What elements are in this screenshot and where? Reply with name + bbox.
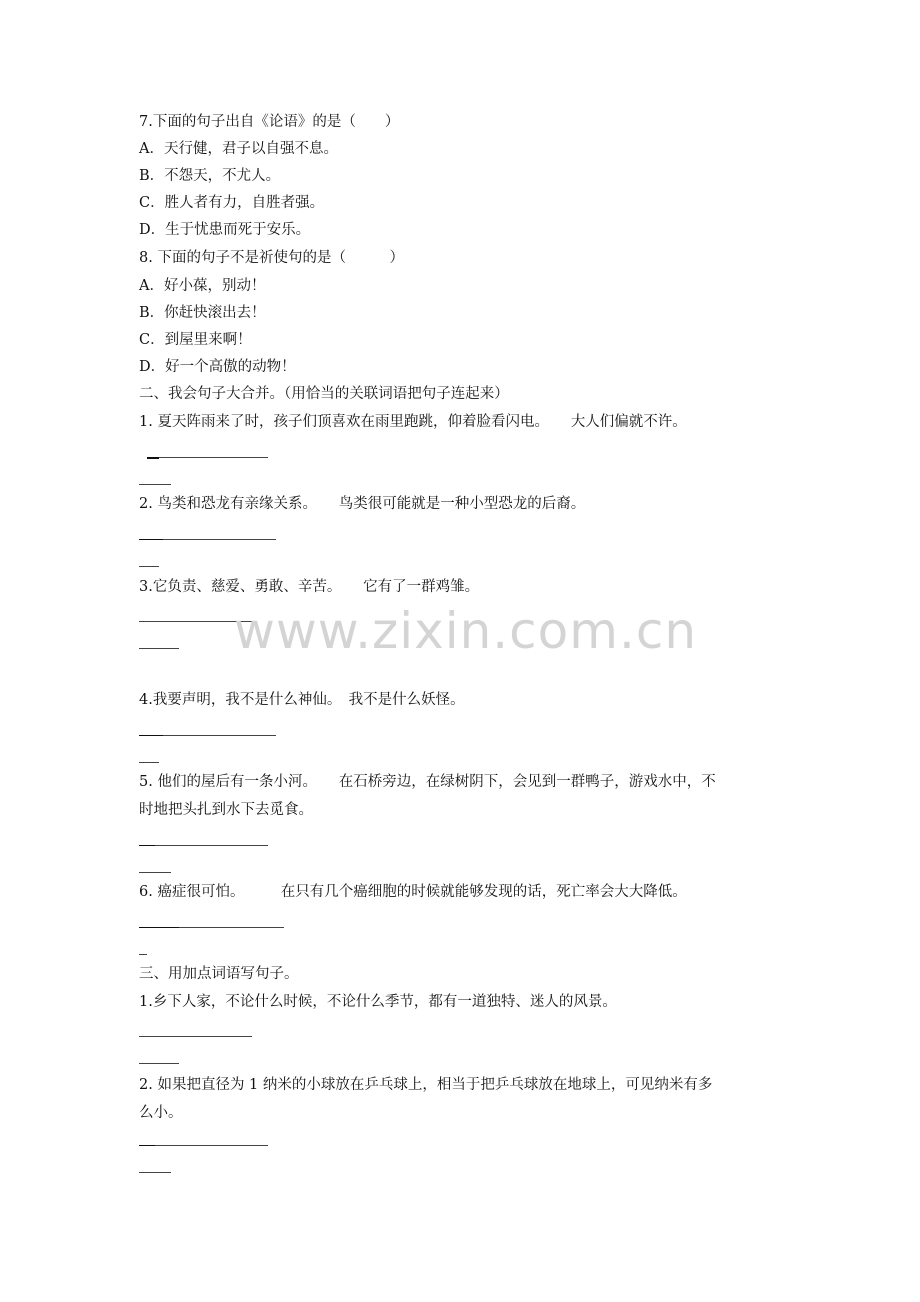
answer-blank	[139, 1172, 171, 1173]
answer-blank	[139, 735, 163, 736]
section2-item-3: 3.它负责、慈爱、勇敢、辛苦。 它有了一群鸡雏。	[139, 579, 480, 595]
answer-blank	[139, 648, 179, 649]
answer-blank	[139, 927, 179, 928]
section3-item-1: 1.乡下人家，不论什么时候，不论什么季节，都有一道独特、迷人的风景。	[139, 994, 617, 1010]
section2-item-6: 6. 癌症很可怕。 在只有几个癌细胞的时候就能够发现的话，死亡率会大大降低。	[139, 884, 687, 900]
answer-blank	[139, 1036, 252, 1037]
section3-heading: 三、用加点词语写句子。	[139, 966, 299, 982]
answer-blank	[139, 1063, 179, 1064]
answer-blank	[139, 539, 163, 540]
answer-blank	[139, 484, 171, 485]
section2-item-5: 5. 他们的屋后有一条小河。 在石桥旁边，在绿树阴下，会见到一群鸭子，游戏水中，不	[139, 774, 716, 790]
answer-blank	[179, 927, 284, 928]
answer-blank	[139, 566, 159, 567]
q7-stem: 7.下面的句子出自《论语》的是（ ）	[139, 114, 400, 130]
section3-item-2: 2. 如果把直径为 1 纳米的小球放在乒乓球上，相当于把乒乓球放在地球上，可见纳米有多	[139, 1077, 713, 1093]
section2-heading: 二、我会句子大合并。（用恰当的关联词语把句子连起来）	[139, 386, 509, 402]
answer-blank	[163, 539, 276, 540]
q8-option-c: C．到屋里来啊！	[139, 332, 252, 348]
answer-blank	[163, 735, 276, 736]
answer-blank	[155, 1145, 268, 1146]
section2-item-1: 1. 夏天阵雨来了时，孩子们顶喜欢在雨里跑跳，仰着脸看闪电。 大人们偏就不许。	[139, 414, 687, 430]
q8-option-d: D．好一个高傲的动物！	[139, 359, 296, 375]
answer-blank	[139, 1145, 155, 1146]
q7-option-b: B．不怨天，不尤人。	[139, 168, 281, 184]
section2-item-5-cont: 时地把头扎到水下去觅食。	[139, 802, 313, 818]
answer-blank	[139, 845, 155, 846]
q8-option-b: B．你赶快滚出去！	[139, 305, 266, 321]
answer-blank	[139, 762, 159, 763]
answer-blank	[139, 954, 147, 955]
answer-blank	[159, 457, 268, 458]
q7-option-d: D．生于忧患而死于安乐。	[139, 222, 311, 238]
answer-blank	[155, 845, 268, 846]
watermark: www.zixin.com.cn	[234, 602, 698, 660]
q7-option-a: A．天行健，君子以自强不息。	[139, 141, 338, 157]
section2-item-4: 4.我要声明，我不是什么神仙。 我不是什么妖怪。	[139, 692, 465, 708]
section3-item-2-cont: 么小。	[139, 1105, 183, 1121]
section2-item-2: 2. 鸟类和恐龙有亲缘关系。 鸟类很可能就是一种小型恐龙的后裔。	[139, 496, 586, 512]
answer-blank	[139, 872, 171, 873]
q8-option-a: A．好小葆，别动！	[139, 278, 266, 294]
q7-option-c: C．胜人者有力，自胜者强。	[139, 195, 325, 211]
q8-stem: 8. 下面的句子不是祈使句的是（ ）	[139, 250, 404, 266]
answer-blank	[147, 457, 159, 459]
